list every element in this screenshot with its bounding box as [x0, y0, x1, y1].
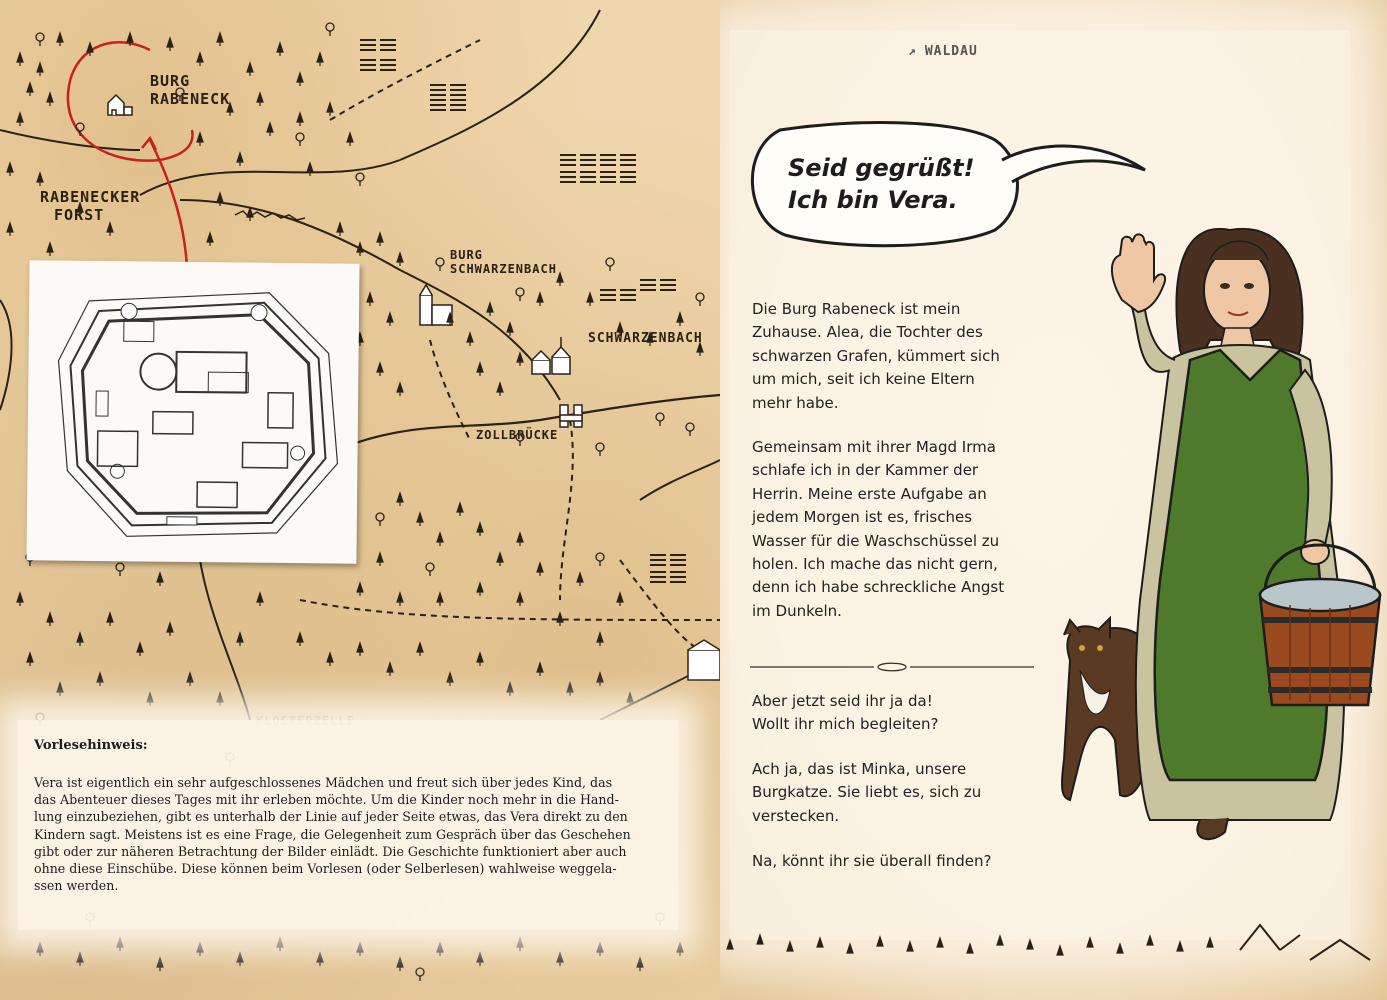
note-line: ssen werden. [34, 878, 119, 894]
divider-line [750, 660, 1034, 674]
speech-line: Seid gegrüßt! [788, 154, 975, 182]
story-paragraph-5: Na, könnt ihr sie überall finden? [752, 852, 992, 870]
note-line: Kindern sagt. Meistens ist es eine Frage, die Gelegenheit zum Gespräch über das Geschehen [34, 826, 631, 842]
story-page [720, 0, 1387, 1000]
label-burg-schwarzenbach: BURG SCHWARZENBACH [450, 248, 557, 276]
note-line: ohne diese Einschübe. Diese können beim Vorlesen (oder Selberlesen) wahlweise weggela- [34, 861, 617, 877]
story-paragraph-2: Gemeinsam mit ihrer Magd Irma schlafe ich in der Kammer der Herrin. Meine erste Aufgabe an jedem Morgen ist es, frisches Wasser für die Waschschüssel zu holen. Ich mache das nicht gern, denn ich habe schreckliche Angst im Dunkeln. [752, 438, 1005, 620]
label-waldau: ↗ WALDAU [908, 44, 978, 59]
speech-text [788, 152, 975, 216]
bucket [1260, 579, 1380, 705]
note-line: gibt oder zur näheren Betrachtung der Bilder einlädt. Die Geschichte funktioniert aber auch [34, 843, 627, 859]
label-rabenecker-forst: RABENECKER FORST [40, 188, 141, 224]
label-burg-rabeneck: BURG RABENECK [150, 72, 231, 108]
speech-bubble [740, 120, 1000, 242]
note-line: lung einzubeziehen, gibt es unterhalb der Linie auf jeder Seite etwas, das Vera direkt zu den [34, 809, 628, 825]
reading-note-box [18, 720, 678, 930]
floorplan-drawing [26, 260, 359, 563]
arrow-icon: ↗ [908, 44, 917, 59]
story-paragraph-4: Ach ja, das ist Minka, unsere Burgkatze. Sie liebt es, sich zu verstecken. [752, 760, 982, 825]
story-paragraph-1: Die Burg Rabeneck ist mein Zuhause. Alea, die Tochter des schwarzen Grafen, kümmert sich um mich, seit ich keine Eltern mehr habe. [752, 300, 1000, 412]
vera-illustration [1050, 200, 1387, 870]
label-schwarzenbach: SCHWARZENBACH [588, 331, 703, 346]
note-line: das Abenteuer dieses Tages mit ihr erleben möchte. Um die Kinder noch mehr in die Hand- [34, 792, 619, 808]
label-zollbruecke: ZOLLBRÜCKE [476, 428, 559, 442]
story-paragraph-3: Aber jetzt seid ihr ja da! Wollt ihr mich begleiten? [752, 692, 939, 734]
bottom-decoration [720, 920, 1387, 1000]
speech-icon [878, 663, 906, 671]
speech-line: Ich bin Vera. [788, 186, 958, 214]
reading-note-text [34, 774, 664, 894]
castle-floorplan [26, 260, 359, 563]
note-line: Vera ist eigentlich ein sehr aufgeschlossenes Mädchen und freut sich über jedes Kind, das [34, 775, 613, 790]
reading-note-title: Vorlesehinweis: [34, 738, 148, 753]
